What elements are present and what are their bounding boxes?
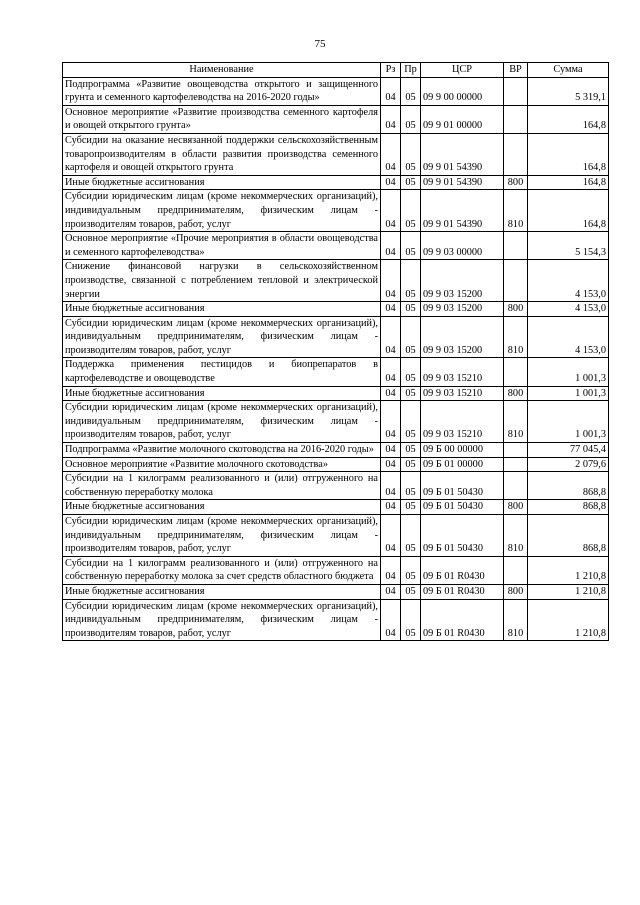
row-rz-cell: 04 bbox=[381, 457, 401, 472]
header-sum: Сумма bbox=[528, 63, 609, 78]
row-vr-cell: 810 bbox=[504, 190, 528, 232]
row-sum-cell: 868,8 bbox=[528, 515, 609, 557]
row-rz-cell: 04 bbox=[381, 401, 401, 443]
row-rz-cell: 04 bbox=[381, 175, 401, 190]
row-vr-cell: 810 bbox=[504, 401, 528, 443]
row-vr-cell bbox=[504, 457, 528, 472]
row-pr-cell: 05 bbox=[401, 190, 421, 232]
row-pr-cell: 05 bbox=[401, 133, 421, 175]
row-name-cell: Субсидии юридическим лицам (кроме некоммерческих организаций), индивидуальным предпринимателям, физическим лицам - производителям товаров, работ, услуг bbox=[63, 190, 381, 232]
row-rz-cell: 04 bbox=[381, 133, 401, 175]
row-csr-cell: 09 9 01 54390 bbox=[421, 175, 504, 190]
table-row bbox=[63, 457, 609, 472]
row-pr-cell: 05 bbox=[401, 358, 421, 386]
row-rz-cell: 04 bbox=[381, 584, 401, 599]
row-sum-cell: 4 153,0 bbox=[528, 316, 609, 358]
row-sum-cell: 164,8 bbox=[528, 190, 609, 232]
row-rz-cell: 04 bbox=[381, 556, 401, 584]
row-csr-cell: 09 9 03 15210 bbox=[421, 401, 504, 443]
table-header-row bbox=[63, 63, 609, 78]
row-rz-cell: 04 bbox=[381, 260, 401, 302]
row-vr-cell bbox=[504, 133, 528, 175]
table-row bbox=[63, 556, 609, 584]
row-pr-cell: 05 bbox=[401, 401, 421, 443]
table-row bbox=[63, 358, 609, 386]
row-vr-cell bbox=[504, 443, 528, 458]
table-row bbox=[63, 515, 609, 557]
row-name-cell: Поддержка применения пестицидов и биопрепаратов в картофелеводстве и овощеводстве bbox=[63, 358, 381, 386]
table-body bbox=[63, 77, 609, 641]
row-sum-cell: 5 154,3 bbox=[528, 232, 609, 260]
row-rz-cell: 04 bbox=[381, 515, 401, 557]
row-csr-cell: 09 Б 01 R0430 bbox=[421, 599, 504, 641]
row-rz-cell: 04 bbox=[381, 105, 401, 133]
row-vr-cell: 800 bbox=[504, 302, 528, 317]
table-row bbox=[63, 260, 609, 302]
row-sum-cell: 1 210,8 bbox=[528, 556, 609, 584]
row-rz-cell: 04 bbox=[381, 500, 401, 515]
row-sum-cell: 2 079,6 bbox=[528, 457, 609, 472]
header-vr: ВР bbox=[504, 63, 528, 78]
row-name-cell: Субсидии юридическим лицам (кроме некоммерческих организаций), индивидуальным предпринимателям, физическим лицам - производителям товаров, работ, услуг bbox=[63, 599, 381, 641]
row-vr-cell: 800 bbox=[504, 175, 528, 190]
table-row bbox=[63, 401, 609, 443]
row-csr-cell: 09 9 03 15200 bbox=[421, 302, 504, 317]
row-sum-cell: 164,8 bbox=[528, 175, 609, 190]
row-sum-cell: 1 001,3 bbox=[528, 358, 609, 386]
row-pr-cell: 05 bbox=[401, 500, 421, 515]
row-vr-cell: 810 bbox=[504, 316, 528, 358]
table-row bbox=[63, 190, 609, 232]
row-csr-cell: 09 9 03 15210 bbox=[421, 386, 504, 401]
row-sum-cell: 77 045,4 bbox=[528, 443, 609, 458]
row-vr-cell bbox=[504, 358, 528, 386]
row-rz-cell: 04 bbox=[381, 316, 401, 358]
row-vr-cell: 810 bbox=[504, 599, 528, 641]
row-vr-cell: 800 bbox=[504, 386, 528, 401]
page-number: 75 bbox=[314, 38, 326, 50]
row-pr-cell: 05 bbox=[401, 515, 421, 557]
row-csr-cell: 09 Б 01 R0430 bbox=[421, 584, 504, 599]
row-vr-cell bbox=[504, 232, 528, 260]
row-pr-cell: 05 bbox=[401, 472, 421, 500]
row-pr-cell: 05 bbox=[401, 584, 421, 599]
table-row bbox=[63, 386, 609, 401]
row-sum-cell: 4 153,0 bbox=[528, 260, 609, 302]
row-sum-cell: 5 319,1 bbox=[528, 77, 609, 105]
header-name: Наименование bbox=[63, 63, 381, 78]
row-vr-cell bbox=[504, 105, 528, 133]
row-csr-cell: 09 Б 00 00000 bbox=[421, 443, 504, 458]
row-pr-cell: 05 bbox=[401, 232, 421, 260]
row-rz-cell: 04 bbox=[381, 443, 401, 458]
row-sum-cell: 164,8 bbox=[528, 133, 609, 175]
table-row bbox=[63, 105, 609, 133]
row-csr-cell: 09 9 01 54390 bbox=[421, 190, 504, 232]
row-name-cell: Основное мероприятие «Прочие мероприятия в области овощеводства и семенного картофелеводства» bbox=[63, 232, 381, 260]
row-name-cell: Субсидии юридическим лицам (кроме некоммерческих организаций), индивидуальным предпринимателям, физическим лицам - производителям товаров, работ, услуг bbox=[63, 316, 381, 358]
row-pr-cell: 05 bbox=[401, 386, 421, 401]
row-vr-cell bbox=[504, 260, 528, 302]
row-pr-cell: 05 bbox=[401, 457, 421, 472]
row-name-cell: Иные бюджетные ассигнования bbox=[63, 500, 381, 515]
row-vr-cell bbox=[504, 556, 528, 584]
row-name-cell: Субсидии юридическим лицам (кроме некоммерческих организаций), индивидуальным предпринимателям, физическим лицам - производителям товаров, работ, услуг bbox=[63, 515, 381, 557]
row-csr-cell: 09 Б 01 00000 bbox=[421, 457, 504, 472]
row-sum-cell: 1 001,3 bbox=[528, 386, 609, 401]
row-csr-cell: 09 9 01 00000 bbox=[421, 105, 504, 133]
table-row bbox=[63, 599, 609, 641]
row-name-cell: Основное мероприятие «Развитие молочного скотоводства» bbox=[63, 457, 381, 472]
row-csr-cell: 09 Б 01 50430 bbox=[421, 515, 504, 557]
row-name-cell: Снижение финансовой нагрузки в сельскохозяйственном производстве, связанной с потреблением тепловой и электрической энергии bbox=[63, 260, 381, 302]
row-sum-cell: 868,8 bbox=[528, 472, 609, 500]
row-rz-cell: 04 bbox=[381, 472, 401, 500]
budget-table bbox=[62, 62, 609, 641]
row-name-cell: Иные бюджетные ассигнования bbox=[63, 302, 381, 317]
table-row bbox=[63, 500, 609, 515]
row-pr-cell: 05 bbox=[401, 316, 421, 358]
table-row bbox=[63, 584, 609, 599]
row-csr-cell: 09 9 03 15200 bbox=[421, 260, 504, 302]
table-row bbox=[63, 175, 609, 190]
table-row bbox=[63, 232, 609, 260]
row-csr-cell: 09 Б 01 50430 bbox=[421, 500, 504, 515]
table-row bbox=[63, 472, 609, 500]
row-pr-cell: 05 bbox=[401, 260, 421, 302]
row-name-cell: Субсидии на 1 килограмм реализованного и (или) отгруженного на собственную переработку молока bbox=[63, 472, 381, 500]
row-pr-cell: 05 bbox=[401, 77, 421, 105]
header-csr: ЦСР bbox=[421, 63, 504, 78]
row-pr-cell: 05 bbox=[401, 302, 421, 317]
row-pr-cell: 05 bbox=[401, 105, 421, 133]
row-csr-cell: 09 Б 01 R0430 bbox=[421, 556, 504, 584]
row-vr-cell bbox=[504, 77, 528, 105]
table-row bbox=[63, 302, 609, 317]
row-csr-cell: 09 9 03 15200 bbox=[421, 316, 504, 358]
row-rz-cell: 04 bbox=[381, 358, 401, 386]
row-sum-cell: 1 210,8 bbox=[528, 599, 609, 641]
row-sum-cell: 4 153,0 bbox=[528, 302, 609, 317]
row-vr-cell: 810 bbox=[504, 515, 528, 557]
row-csr-cell: 09 9 03 00000 bbox=[421, 232, 504, 260]
table-row bbox=[63, 77, 609, 105]
row-sum-cell: 1 001,3 bbox=[528, 401, 609, 443]
row-rz-cell: 04 bbox=[381, 386, 401, 401]
row-rz-cell: 04 bbox=[381, 77, 401, 105]
row-sum-cell: 868,8 bbox=[528, 500, 609, 515]
row-vr-cell: 800 bbox=[504, 500, 528, 515]
row-sum-cell: 1 210,8 bbox=[528, 584, 609, 599]
row-csr-cell: 09 9 01 54390 bbox=[421, 133, 504, 175]
row-name-cell: Подпрограмма «Развитие молочного скотоводства на 2016-2020 годы» bbox=[63, 443, 381, 458]
row-sum-cell: 164,8 bbox=[528, 105, 609, 133]
table-row bbox=[63, 316, 609, 358]
row-csr-cell: 09 9 00 00000 bbox=[421, 77, 504, 105]
row-name-cell: Иные бюджетные ассигнования bbox=[63, 386, 381, 401]
table-row bbox=[63, 443, 609, 458]
table-row bbox=[63, 133, 609, 175]
row-name-cell: Иные бюджетные ассигнования bbox=[63, 584, 381, 599]
row-csr-cell: 09 9 03 15210 bbox=[421, 358, 504, 386]
header-rz: Рз bbox=[381, 63, 401, 78]
row-name-cell: Иные бюджетные ассигнования bbox=[63, 175, 381, 190]
row-rz-cell: 04 bbox=[381, 190, 401, 232]
row-rz-cell: 04 bbox=[381, 232, 401, 260]
row-pr-cell: 05 bbox=[401, 599, 421, 641]
row-pr-cell: 05 bbox=[401, 443, 421, 458]
row-pr-cell: 05 bbox=[401, 175, 421, 190]
header-pr: Пр bbox=[401, 63, 421, 78]
row-name-cell: Субсидии на 1 килограмм реализованного и (или) отгруженного на собственную переработку молока за счет средств областного бюджета bbox=[63, 556, 381, 584]
row-pr-cell: 05 bbox=[401, 556, 421, 584]
row-name-cell: Подпрограмма «Развитие овощеводства открытого и защищенного грунта и семенного картофелеводства на 2016-2020 годы» bbox=[63, 77, 381, 105]
row-vr-cell: 800 bbox=[504, 584, 528, 599]
row-name-cell: Основное мероприятие «Развитие производства семенного картофеля и овощей открытого грунта» bbox=[63, 105, 381, 133]
row-csr-cell: 09 Б 01 50430 bbox=[421, 472, 504, 500]
row-name-cell: Субсидии на оказание несвязанной поддержки сельскохозяйственным товаропроизводителям в области развития производства семенного картофеля и овощей открытого грунта bbox=[63, 133, 381, 175]
row-vr-cell bbox=[504, 472, 528, 500]
row-rz-cell: 04 bbox=[381, 599, 401, 641]
row-rz-cell: 04 bbox=[381, 302, 401, 317]
row-name-cell: Субсидии юридическим лицам (кроме некоммерческих организаций), индивидуальным предпринимателям, физическим лицам - производителям товаров, работ, услуг bbox=[63, 401, 381, 443]
